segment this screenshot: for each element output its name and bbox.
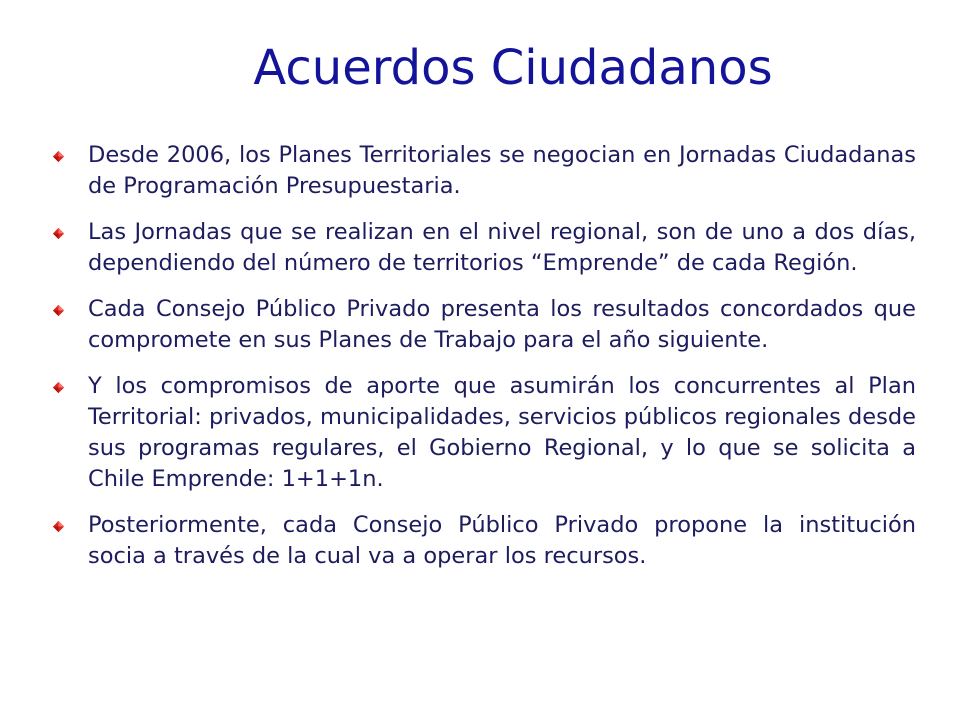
bullet-item	[52, 217, 916, 279]
bullet-text: Posteriormente, cada Consejo Público Privado propone la institución socia a través de la cual va a operar los recursos.	[88, 512, 916, 569]
red-diamond-bullet-icon	[52, 304, 65, 317]
bullet-list	[52, 140, 916, 587]
red-diamond-bullet-icon	[52, 150, 65, 163]
bullet-item	[52, 294, 916, 356]
red-diamond-bullet-icon	[52, 381, 65, 394]
bullet-item	[52, 510, 916, 572]
bullet-text: Y los compromisos de aporte que asumirán los concurrentes al Plan Territorial: privados, municipalidades, servicios públicos regionales desde sus programas regulares, el Gobierno Regional, y lo que se solicita a Chile Emprende: 1+1+1n.	[88, 373, 916, 492]
slide-title: Acuerdos Ciudadanos	[253, 40, 773, 96]
red-diamond-bullet-icon	[52, 227, 65, 240]
bullet-text: Las Jornadas que se realizan en el nivel regional, son de uno a dos días, dependiendo del número de territorios “Emprende” de cada Región.	[88, 219, 916, 276]
red-diamond-bullet-icon	[52, 520, 65, 533]
bullet-text: Desde 2006, los Planes Territoriales se negocian en Jornadas Ciudadanas de Programación Presupuestaria.	[88, 142, 916, 199]
bullet-item	[52, 140, 916, 202]
bullet-item	[52, 371, 916, 495]
bullet-text: Cada Consejo Público Privado presenta los resultados concordados que compromete en sus Planes de Trabajo para el año siguiente.	[88, 296, 916, 353]
